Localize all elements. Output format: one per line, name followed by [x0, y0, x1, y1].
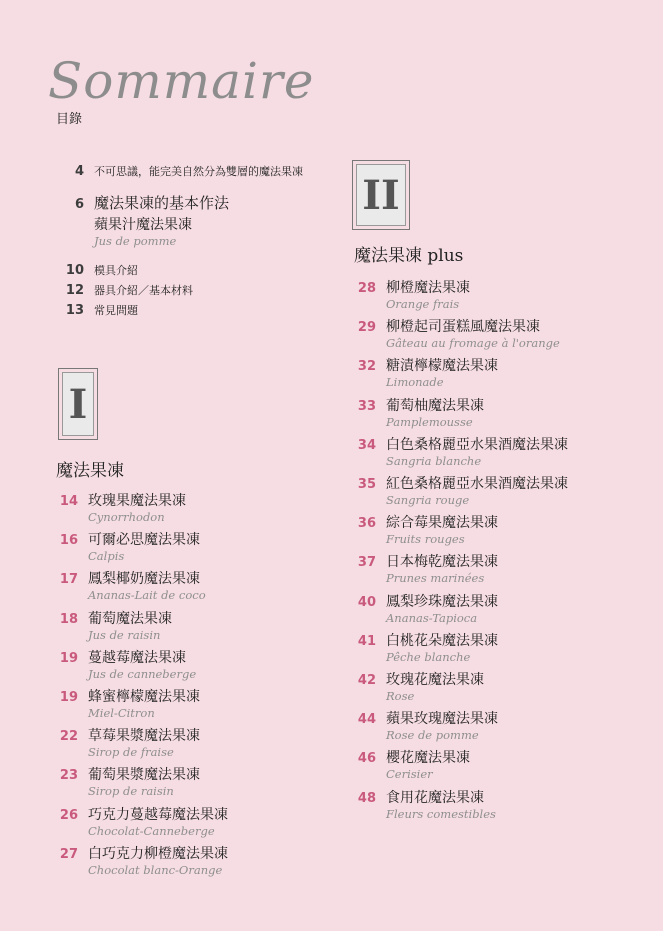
page-number: 27 [59, 846, 78, 862]
page-number: 37 [357, 555, 376, 571]
toc-entry[interactable] [58, 262, 138, 278]
page-number: 46 [357, 751, 376, 767]
toc-entry[interactable] [350, 277, 470, 311]
page-number: 16 [59, 533, 78, 549]
entry-title-fr: Chocolat blanc-Orange [88, 862, 223, 877]
page-number: 10 [65, 263, 84, 278]
entry-title-fr: Miel-Citron [88, 706, 155, 720]
entry-title: 蜂蜜檸檬魔法果凍 [88, 689, 200, 705]
toc-entry[interactable] [58, 192, 229, 213]
entry-title-fr: Limonade [386, 375, 444, 390]
toc-entry[interactable] [52, 490, 186, 524]
entry-title-fr: Jus de canneberge [88, 666, 197, 681]
toc-entry[interactable] [350, 355, 498, 389]
toc-entry[interactable] [350, 434, 568, 468]
toc-entry[interactable] [350, 747, 470, 781]
page-number: 34 [357, 437, 376, 453]
entry-title-fr: Rose de pomme [386, 728, 479, 743]
toc-entry[interactable] [52, 529, 200, 563]
toc-entry[interactable] [52, 764, 200, 798]
toc-entry[interactable] [52, 804, 228, 838]
toc-entry[interactable] [350, 630, 498, 664]
entry-title: 巧克力蔓越莓魔法果凍 [88, 806, 228, 823]
entry-subtitle: 蘋果汁魔法果凍 [94, 217, 192, 233]
page-number: 19 [59, 690, 78, 705]
toc-entry[interactable] [350, 512, 498, 546]
entry-title: 蔓越莓魔法果凍 [88, 649, 186, 666]
toc-entry[interactable] [350, 316, 560, 350]
entry-title-fr: Pêche blanche [386, 649, 471, 664]
page-number: 19 [59, 650, 78, 666]
entry-title: 模具介紹 [94, 264, 138, 277]
page-number: 17 [59, 572, 78, 588]
toc-entry[interactable] [52, 647, 196, 681]
entry-title: 常見問題 [94, 304, 138, 317]
toc-entry[interactable] [52, 686, 200, 720]
toc-entry[interactable] [350, 473, 568, 507]
entry-subtitle-fr: Jus de pomme [94, 234, 177, 248]
page-number: 28 [357, 281, 376, 296]
page-number: 12 [65, 283, 84, 298]
toc-entry[interactable] [350, 395, 484, 429]
toc-entry[interactable] [52, 725, 200, 759]
entry-title: 魔法果凍的基本作法 [94, 194, 230, 212]
toc-entry[interactable] [350, 669, 484, 703]
entry-title-fr: Jus de raisin [88, 627, 161, 642]
entry-title-fr: Calpis [88, 549, 125, 564]
page-title-script: Sommaire [48, 52, 315, 110]
toc-entry[interactable] [350, 591, 498, 625]
entry-title: 白桃花朵魔法果凍 [386, 632, 498, 649]
entry-title-fr: Cynorrhodon [88, 510, 165, 524]
entry-title: 蘋果玫瑰魔法果凍 [386, 711, 498, 728]
entry-title-fr: Sirop de raisin [88, 784, 174, 799]
entry-title: 柳橙魔法果凍 [386, 280, 470, 296]
entry-title: 鳳梨珍珠魔法果凍 [386, 593, 498, 610]
entry-title: 葡萄魔法果凍 [88, 610, 172, 627]
page-number: 36 [357, 516, 376, 532]
entry-title: 食用花魔法果凍 [386, 789, 484, 806]
entry-title: 玫瑰果魔法果凍 [88, 493, 186, 509]
entry-title: 不可思議，能完美自然分為雙層的魔法果凍 [94, 165, 303, 178]
page-number: 14 [59, 494, 78, 509]
page-number: 41 [357, 633, 376, 649]
page-number: 29 [357, 320, 376, 336]
page-number: 48 [357, 790, 376, 806]
page-title-zh: 目錄 [56, 112, 83, 127]
page-number: 44 [357, 712, 376, 728]
page-number: 22 [59, 729, 78, 745]
entry-title: 櫻花魔法果凍 [386, 750, 470, 767]
section-two-title: 魔法果凍 plus [354, 246, 464, 266]
entry-title-fr: Chocolat-Canneberge [88, 823, 215, 838]
toc-entry[interactable] [52, 843, 228, 877]
toc-entry[interactable] [52, 568, 206, 602]
toc-entry[interactable] [52, 608, 172, 642]
toc-entry[interactable] [58, 163, 303, 179]
entry-title-fr: Orange frais [386, 297, 460, 311]
entry-title: 紅色桑格麗亞水果酒魔法果凍 [386, 476, 568, 492]
entry-title: 葡萄柚魔法果凍 [386, 397, 484, 414]
page-number: 42 [357, 673, 376, 688]
entry-title: 草莓果漿魔法果凍 [88, 728, 200, 745]
page-number: 6 [74, 197, 84, 212]
page-number: 23 [59, 768, 78, 784]
page-number: 32 [357, 359, 376, 375]
entry-title: 柳橙起司蛋糕風魔法果凍 [386, 319, 540, 336]
page-number: 18 [59, 611, 78, 627]
page-number: 4 [74, 164, 84, 179]
entry-title-fr: Fruits rouges [386, 532, 465, 547]
entry-title-fr: Sangria blanche [386, 453, 482, 468]
entry-title: 糖漬檸檬魔法果凍 [386, 358, 498, 375]
toc-entry[interactable] [58, 282, 193, 298]
entry-title-fr: Prunes marinées [386, 571, 485, 586]
entry-title: 鳳梨椰奶魔法果凍 [88, 571, 200, 588]
page-number: 40 [357, 594, 376, 610]
entry-title-fr: Rose [386, 689, 415, 703]
section-one-title: 魔法果凍 [56, 461, 124, 481]
entry-title: 器具介紹／基本材料 [94, 284, 193, 297]
entry-title: 葡萄果漿魔法果凍 [88, 767, 200, 784]
entry-title-fr: Ananas-Lait de coco [88, 588, 206, 603]
page-number: 13 [65, 303, 84, 318]
toc-entry[interactable] [350, 551, 498, 585]
entry-title-fr: Fleurs comestibles [386, 806, 496, 821]
entry-title-fr: Gâteau au fromage à l'orange [386, 336, 560, 351]
entry-title-fr: Sangria rouge [386, 493, 470, 507]
page-number: 33 [357, 398, 376, 414]
entry-title-fr: Ananas-Tapioca [386, 610, 478, 625]
entry-title-fr: Cerisier [386, 767, 433, 782]
section-one-numeral: I [58, 368, 98, 440]
toc-entry[interactable] [58, 302, 138, 318]
section-two-numeral: II [352, 160, 410, 230]
entry-title: 綜合莓果魔法果凍 [386, 515, 498, 532]
entry-title-fr: Sirop de fraise [88, 745, 174, 760]
entry-title: 白色桑格麗亞水果酒魔法果凍 [386, 436, 568, 453]
entry-title: 日本梅乾魔法果凍 [386, 554, 498, 571]
toc-entry[interactable] [350, 787, 496, 821]
toc-entry[interactable] [350, 708, 498, 742]
entry-title-fr: Pamplemousse [386, 414, 473, 429]
entry-title: 可爾必思魔法果凍 [88, 532, 200, 549]
entry-title: 白巧克力柳橙魔法果凍 [88, 845, 228, 862]
entry-title: 玫瑰花魔法果凍 [386, 672, 484, 688]
page-number: 26 [59, 807, 78, 823]
page-number: 35 [357, 477, 376, 492]
